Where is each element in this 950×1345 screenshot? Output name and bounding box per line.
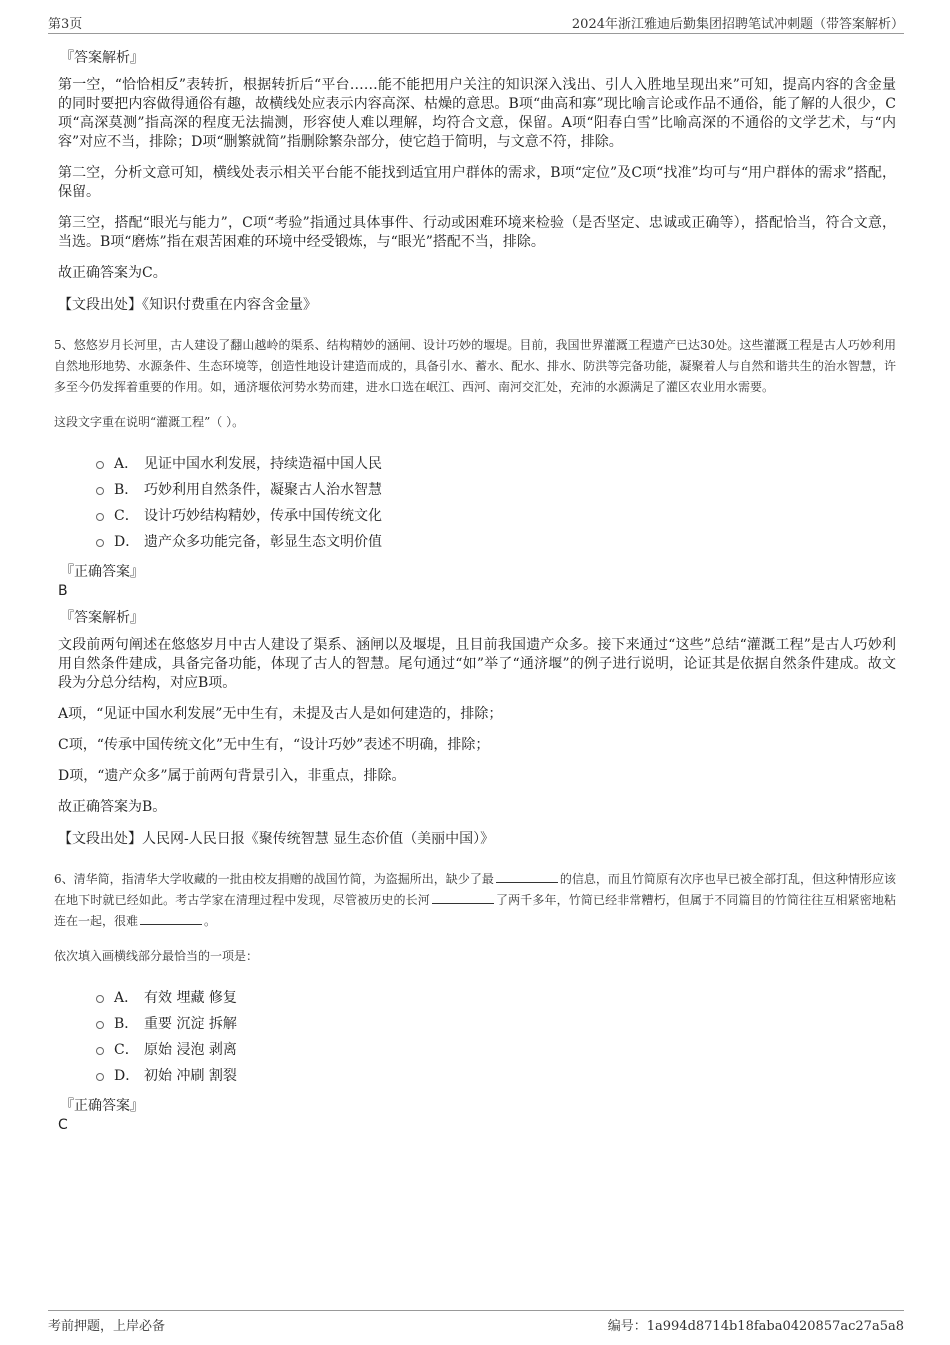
option-letter: A．: [114, 990, 139, 1006]
radio-icon[interactable]: [96, 487, 104, 495]
option-text: 遗产众多功能完备，彰显生态文明价值: [144, 534, 382, 550]
radio-icon[interactable]: [96, 1073, 104, 1081]
question-text-part: 了两千多年，竹简已经非常糟朽，但属于不同篇目的竹简往往互相紧密地粘连在一起，很难: [54, 893, 896, 928]
option-a[interactable]: [96, 984, 896, 1010]
answer-options: [96, 984, 896, 1088]
footer-slogan: 考前押题，上岸必备: [48, 1319, 166, 1334]
analysis-paragraph: D项，“遗产众多”属于前两句背景引入，非重点，排除。: [58, 768, 406, 784]
option-b[interactable]: [96, 476, 896, 502]
correct-answer: C: [58, 1117, 68, 1133]
fill-blank: [432, 891, 494, 904]
fill-blank: [140, 912, 202, 925]
analysis-paragraph: A项，“见证中国水利发展”无中生有，未提及古人是如何建造的，排除；: [58, 706, 503, 722]
page-header: [48, 13, 904, 34]
option-text: 有效 埋藏 修复: [144, 990, 237, 1006]
option-d[interactable]: [96, 1062, 896, 1088]
radio-icon[interactable]: [96, 513, 104, 521]
analysis-paragraph: 第一空，“恰恰相反”表转折，根据转折后“平台……能不能把用户关注的知识深入浅出、引人入胜地呈现出来”可知，提高内容的含金量的同时要把内容做得通俗有趣，故横线处应表示内容高深、枯燥的意思。B项“曲高和寡”现比喻言论或作品不通俗，能了解的人很少，C项“高深莫测”指高深的程度无法揣测，形容使人难以理解，均符合文意，保留。A项“阳春白雪”比喻高深的不通俗的文学艺术，与“内容”对应不当，排除；D项“删繁就简”指删除繁杂部分，使它趋于简明，与文意不符，排除。: [58, 77, 896, 150]
page-number: 第3页: [48, 17, 83, 32]
option-letter: C．: [114, 508, 139, 524]
question-text: 5、悠悠岁月长河里，古人建设了翻山越岭的渠系、结构精妙的涵闸、设计巧妙的堰堤。目前，我国世界灌溉工程遗产已达30处。这些灌溉工程是古人巧妙利用自然地形地势、水源条件、生态环境等，创造性地设计建造而成的，具备引水、蓄水、配水、排水、防洪等完备功能，凝聚着人与自然和谐共生的治水智慧，许多至今仍发挥着重要的作用。如，通济堰依河势水势而建，进水口选在岷江、西河、南河交汇处，充沛的水源满足了灌区农业用水需要。: [54, 338, 896, 394]
source-citation: 【文段出处】《知识付费重在内容含金量》: [58, 297, 317, 313]
analysis-paragraph: 第三空，搭配“眼光与能力”，C项“考验”指通过具体事件、行动或困难环境来检验（是否坚定、忠诚或正确等），搭配恰当，符合文意，当选。B项“磨炼”指在艰苦困难的环境中经受锻炼，与“眼光”搭配不当，排除。: [58, 215, 896, 250]
analysis-paragraph: 文段前两句阐述在悠悠岁月中古人建设了渠系、涵闸以及堰堤，且目前我国遗产众多。接下来通过“这些”总结“灌溉工程”是古人巧妙利用自然条件建成，具备完备功能，体现了古人的智慧。尾句通过“如”举了“通济堰”的例子进行说明，论证其是依据自然条件建成。故文段为分总分结构，对应B项。: [58, 637, 896, 691]
analysis-conclusion: 故正确答案为B。: [58, 799, 167, 815]
analysis-paragraph: 第二空，分析文意可知，横线处表示相关平台能不能找到适宜用户群体的需求，B项“定位”及C项“找准”均可与“用户群体的需求”搭配，保留。: [58, 165, 896, 200]
page-footer: [48, 1310, 904, 1337]
correct-answer-heading: 『正确答案』: [60, 564, 144, 580]
option-text: 设计巧妙结构精妙，传承中国传统文化: [144, 508, 382, 524]
question-text: [54, 869, 896, 932]
option-a[interactable]: [96, 450, 896, 476]
question-text-part: 。: [204, 914, 217, 928]
document-id: 编号：1a994d8714b18faba0420857ac27a5a8: [607, 1319, 904, 1334]
option-letter: C．: [114, 1042, 139, 1058]
option-c[interactable]: [96, 1036, 896, 1062]
analysis-heading: 『答案解析』: [60, 610, 144, 626]
option-text: 重要 沉淀 拆解: [144, 1016, 237, 1032]
fill-blank: [496, 870, 558, 883]
answer-options: [96, 450, 896, 554]
option-letter: D．: [114, 534, 140, 550]
main-content: [54, 40, 896, 1140]
option-text: 见证中国水利发展，持续造福中国人民: [144, 456, 382, 472]
radio-icon[interactable]: [96, 461, 104, 469]
correct-answer: B: [58, 583, 68, 599]
option-text: 原始 浸泡 剥离: [144, 1042, 237, 1058]
option-letter: B．: [114, 1016, 139, 1032]
question-prompt: 这段文字重在说明“灌溉工程”（ ）。: [54, 415, 245, 429]
option-letter: B．: [114, 482, 139, 498]
option-d[interactable]: [96, 528, 896, 554]
option-text: 初始 冲刷 割裂: [144, 1068, 237, 1084]
source-citation: 【文段出处】人民网-人民日报《聚传统智慧 显生态价值（美丽中国）》: [58, 831, 495, 847]
radio-icon[interactable]: [96, 995, 104, 1003]
option-text: 巧妙利用自然条件，凝聚古人治水智慧: [144, 482, 382, 498]
option-c[interactable]: [96, 502, 896, 528]
radio-icon[interactable]: [96, 1021, 104, 1029]
correct-answer-heading: 『正确答案』: [60, 1098, 144, 1114]
option-letter: A．: [114, 456, 139, 472]
radio-icon[interactable]: [96, 539, 104, 547]
question-prompt: 依次填入画横线部分最恰当的一项是：: [54, 949, 259, 963]
document-title: 2024年浙江雅迪后勤集团招聘笔试冲刺题（带答案解析）: [571, 17, 904, 32]
radio-icon[interactable]: [96, 1047, 104, 1055]
option-letter: D．: [114, 1068, 140, 1084]
analysis-paragraph: C项，“传承中国传统文化”无中生有，“设计巧妙”表述不明确，排除；: [58, 737, 490, 753]
question-text-part: 的信息，而且竹简原有次序也早已被全部打乱，但这种情形应该在地下时就已经如此。考古学家在清理过程中发现，尽管被历史的长河: [54, 872, 896, 907]
option-b[interactable]: [96, 1010, 896, 1036]
question-text-part: 6、清华简，指清华大学收藏的一批由校友捐赠的战国竹简，为盗掘所出，缺少了最: [54, 872, 494, 886]
analysis-conclusion: 故正确答案为C。: [58, 265, 167, 281]
analysis-heading: 『答案解析』: [60, 50, 144, 66]
